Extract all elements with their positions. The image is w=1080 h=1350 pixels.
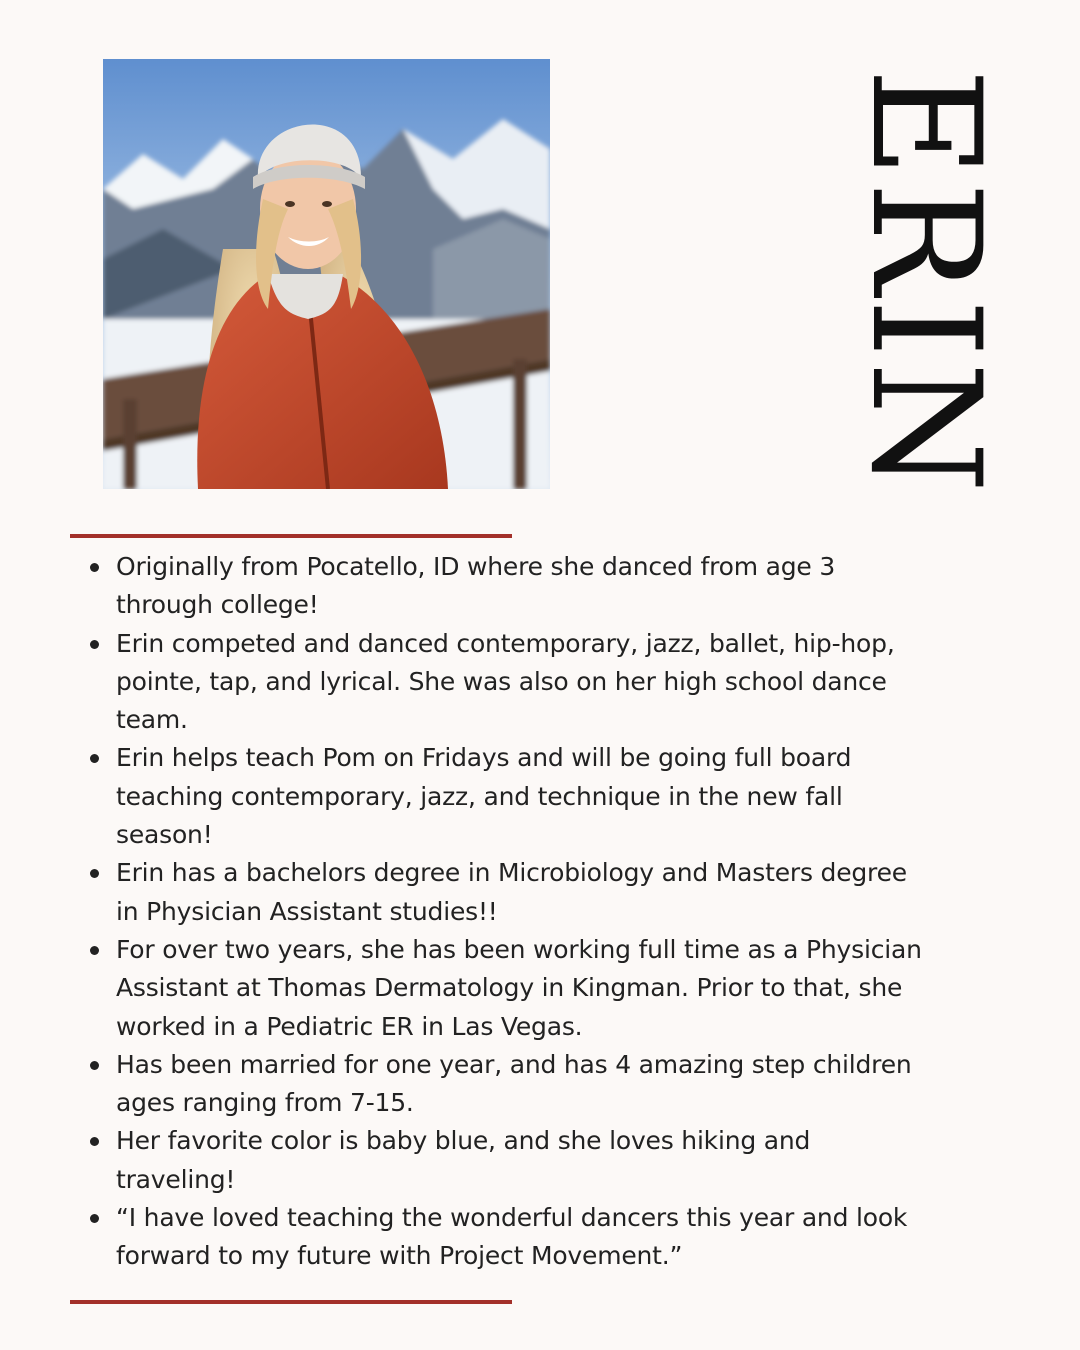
portrait-photo-icon <box>103 59 550 489</box>
bio-item-text: Her favorite color is baby blue, and she loves hiking and traveling! <box>116 1126 811 1194</box>
name-heading: ERIN <box>838 68 1012 497</box>
bio-item <box>116 931 936 1046</box>
top-divider <box>70 534 512 538</box>
bio-item-text: Erin competed and danced contemporary, jazz, ballet, hip-hop, pointe, tap, and lyrical. She was also on her high school dance team. <box>116 628 895 735</box>
bullet-icon <box>90 869 99 878</box>
bio-item-text: “I have loved teaching the wonderful dancers this year and look forward to my future with Project Movement.” <box>116 1203 908 1271</box>
bio-item-text: For over two years, she has been working full time as a Physician Assistant at Thomas Dermatology in Kingman. Prior to that, she worked in a Pediatric ER in Las Vegas. <box>116 934 922 1041</box>
bio-item <box>116 854 936 931</box>
bio-list <box>80 548 936 1276</box>
bio-item-text: Erin helps teach Pom on Fridays and will be going full board teaching contemporary, jazz, and technique in the new fall season! <box>116 743 852 850</box>
bullet-icon <box>90 754 99 763</box>
bullet-icon <box>90 563 99 572</box>
bio-item <box>116 1046 936 1123</box>
bullet-icon <box>90 1214 99 1223</box>
bio-item <box>116 548 936 625</box>
bio-item-text: Originally from Pocatello, ID where she danced from age 3 through college! <box>116 552 836 620</box>
bottom-divider <box>70 1300 512 1304</box>
name-heading-container <box>838 68 1012 497</box>
bio-item <box>116 1122 936 1199</box>
bio-item-text: Erin has a bachelors degree in Microbiology and Masters degree in Physician Assistant studies!! <box>116 858 907 926</box>
bio-item <box>116 739 936 854</box>
bullet-icon <box>90 1137 99 1146</box>
bio-item <box>116 1199 936 1276</box>
bullet-icon <box>90 1061 99 1070</box>
bullet-icon <box>90 946 99 955</box>
bio-item <box>116 625 936 740</box>
bullet-icon <box>90 640 99 649</box>
profile-photo <box>103 59 550 489</box>
bio-item-text: Has been married for one year, and has 4 amazing step children ages ranging from 7-15. <box>116 1049 912 1118</box>
